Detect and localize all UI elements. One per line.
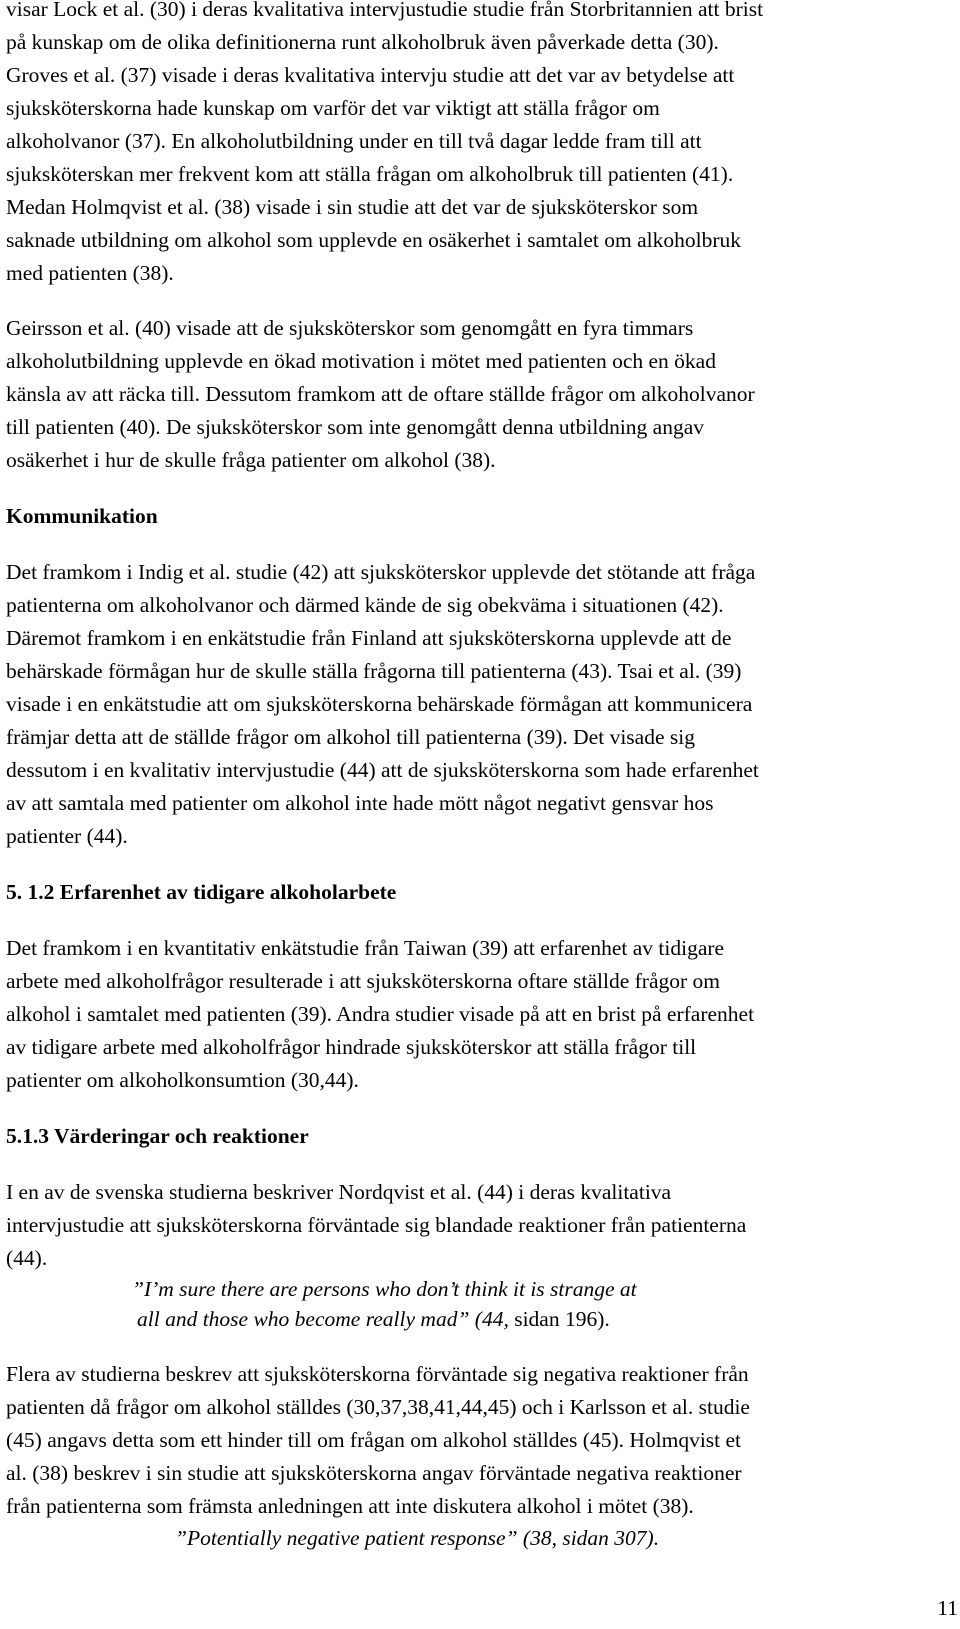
- text-line: patienter om alkoholkonsumtion (30,44).: [6, 1068, 359, 1092]
- text-line: Däremot framkom i en enkätstudie från Finland att sjuksköterskorna upplevde att de: [6, 626, 732, 650]
- paragraph-kommunikation: [6, 556, 956, 853]
- text-line: patienten då frågor om alkohol ställdes (30,37,38,41,44,45) och i Karlsson et al. studie: [6, 1395, 750, 1419]
- text-line: Flera av studierna beskrev att sjuksköterskorna förväntade sig negativa reaktioner från: [6, 1362, 749, 1386]
- text-line: (45) angavs detta som ett hinder till om frågan om alkohol ställdes (45). Holmqvist et: [6, 1428, 742, 1452]
- text-line: intervjustudie att sjuksköterskorna förväntade sig blandade reaktioner från patienterna: [6, 1213, 747, 1237]
- text-line: sjuksköterskorna hade kunskap om varför det var viktigt att ställa frågor om: [6, 96, 660, 120]
- text-line: till patienten (40). De sjuksköterskor som inte genomgått denna utbildning angav: [6, 415, 705, 439]
- text-line: al. (38) beskrev i sin studie att sjuksköterskorna angav förväntade negativa reaktioner: [6, 1461, 742, 1485]
- quote-citation: sidan 196).: [514, 1307, 610, 1331]
- text-line: alkohol i samtalet med patienten (39). Andra studier visade på att en brist på erfarenhet: [6, 1002, 755, 1026]
- text-line: visade i en enkätstudie att om sjuksköterskorna behärskade förmågan att kommunicera: [6, 692, 753, 716]
- paragraph-nordqvist: [6, 1176, 956, 1275]
- page-number: 11: [937, 1596, 958, 1620]
- text-line: av att samtala med patienter om alkohol inte hade mött något negativt gensvar hos: [6, 791, 714, 815]
- text-line: behärskade förmågan hur de skulle ställa frågorna till patienterna (43). Tsai et al. (39): [6, 659, 742, 683]
- text-line: från patienterna som främsta anledningen att inte diskutera alkohol i mötet (38).: [6, 1494, 694, 1518]
- text-line: med patienten (38).: [6, 261, 174, 285]
- quote-line: ”I’m sure there are persons who don’t think it is strange at: [132, 1277, 637, 1301]
- section-heading-erfarenhet: 5. 1.2 Erfarenhet av tidigare alkoholarbete: [6, 880, 397, 904]
- text-line: Geirsson et al. (40) visade att de sjuksköterskor som genomgått en fyra timmars: [6, 316, 694, 340]
- text-line: känsla av att räcka till. Dessutom framkom att de oftare ställde frågor om alkoholvanor: [6, 382, 755, 406]
- text-line: visar Lock et al. (30) i deras kvalitativa intervjustudie studie från Storbritannien att brist: [6, 0, 764, 21]
- text-line: Medan Holmqvist et al. (38) visade i sin studie att det var de sjuksköterskor som: [6, 195, 699, 219]
- text-line: alkoholutbildning upplevde en ökad motivation i mötet med patienten och en ökad: [6, 349, 716, 373]
- text-line: patienterna om alkoholvanor och därmed kände de sig obekväma i situationen (42).: [6, 593, 724, 617]
- paragraph-erfarenhet: [6, 932, 956, 1097]
- text-line: sjuksköterskan mer frekvent kom att ställa frågan om alkoholbruk till patienten (41).: [6, 162, 734, 186]
- text-line: Groves et al. (37) visade i deras kvalitativa intervju studie att det var av betydelse att: [6, 63, 735, 87]
- document-page: [6, 0, 956, 1553]
- text-line: Det framkom i en kvantitativ enkätstudie från Taiwan (39) att erfarenhet av tidigare: [6, 936, 725, 960]
- text-line: främjar detta att de ställde frågor om alkohol till patienterna (39). Det visade sig: [6, 725, 695, 749]
- text-line: dessutom i en kvalitativ intervjustudie (44) att de sjuksköterskorna som hade erfarenhet: [6, 758, 759, 782]
- text-line: saknade utbildning om alkohol som upplevde en osäkerhet i samtalet om alkoholbruk: [6, 228, 742, 252]
- text-line: alkoholvanor (37). En alkoholutbildning under en till två dagar ledde fram till att: [6, 129, 702, 153]
- paragraph-negativa-reaktioner: [6, 1358, 956, 1523]
- text-line: I en av de svenska studierna beskriver Nordqvist et al. (44) i deras kvalitativa: [6, 1180, 672, 1204]
- text-line: på kunskap om de olika definitionerna runt alkoholbruk även påverkade detta (30).: [6, 30, 719, 54]
- text-line: (44).: [6, 1246, 48, 1270]
- text-line: osäkerhet i hur de skulle fråga patienter om alkohol (38).: [6, 448, 496, 472]
- paragraph-geirsson: [6, 312, 956, 477]
- text-line: arbete med alkoholfrågor resulterade i att sjuksköterskorna oftare ställde frågor om: [6, 969, 721, 993]
- paragraph-lock-groves-holmqvist: [6, 0, 956, 290]
- quote-line: [6, 1304, 956, 1334]
- section-heading-varderingar: 5.1.3 Värderingar och reaktioner: [6, 1124, 309, 1148]
- block-quote-nordqvist: [6, 1274, 956, 1334]
- quote-text: all and those who become really mad” (44,: [137, 1307, 515, 1331]
- block-quote-holmqvist: ”Potentially negative patient response” (38, sidan 307).: [175, 1526, 660, 1550]
- section-heading-kommunikation: Kommunikation: [6, 504, 158, 528]
- text-line: av tidigare arbete med alkoholfrågor hindrade sjuksköterskor att ställa frågor till: [6, 1035, 697, 1059]
- text-line: patienter (44).: [6, 824, 128, 848]
- text-line: Det framkom i Indig et al. studie (42) att sjuksköterskor upplevde det stötande att fråga: [6, 560, 756, 584]
